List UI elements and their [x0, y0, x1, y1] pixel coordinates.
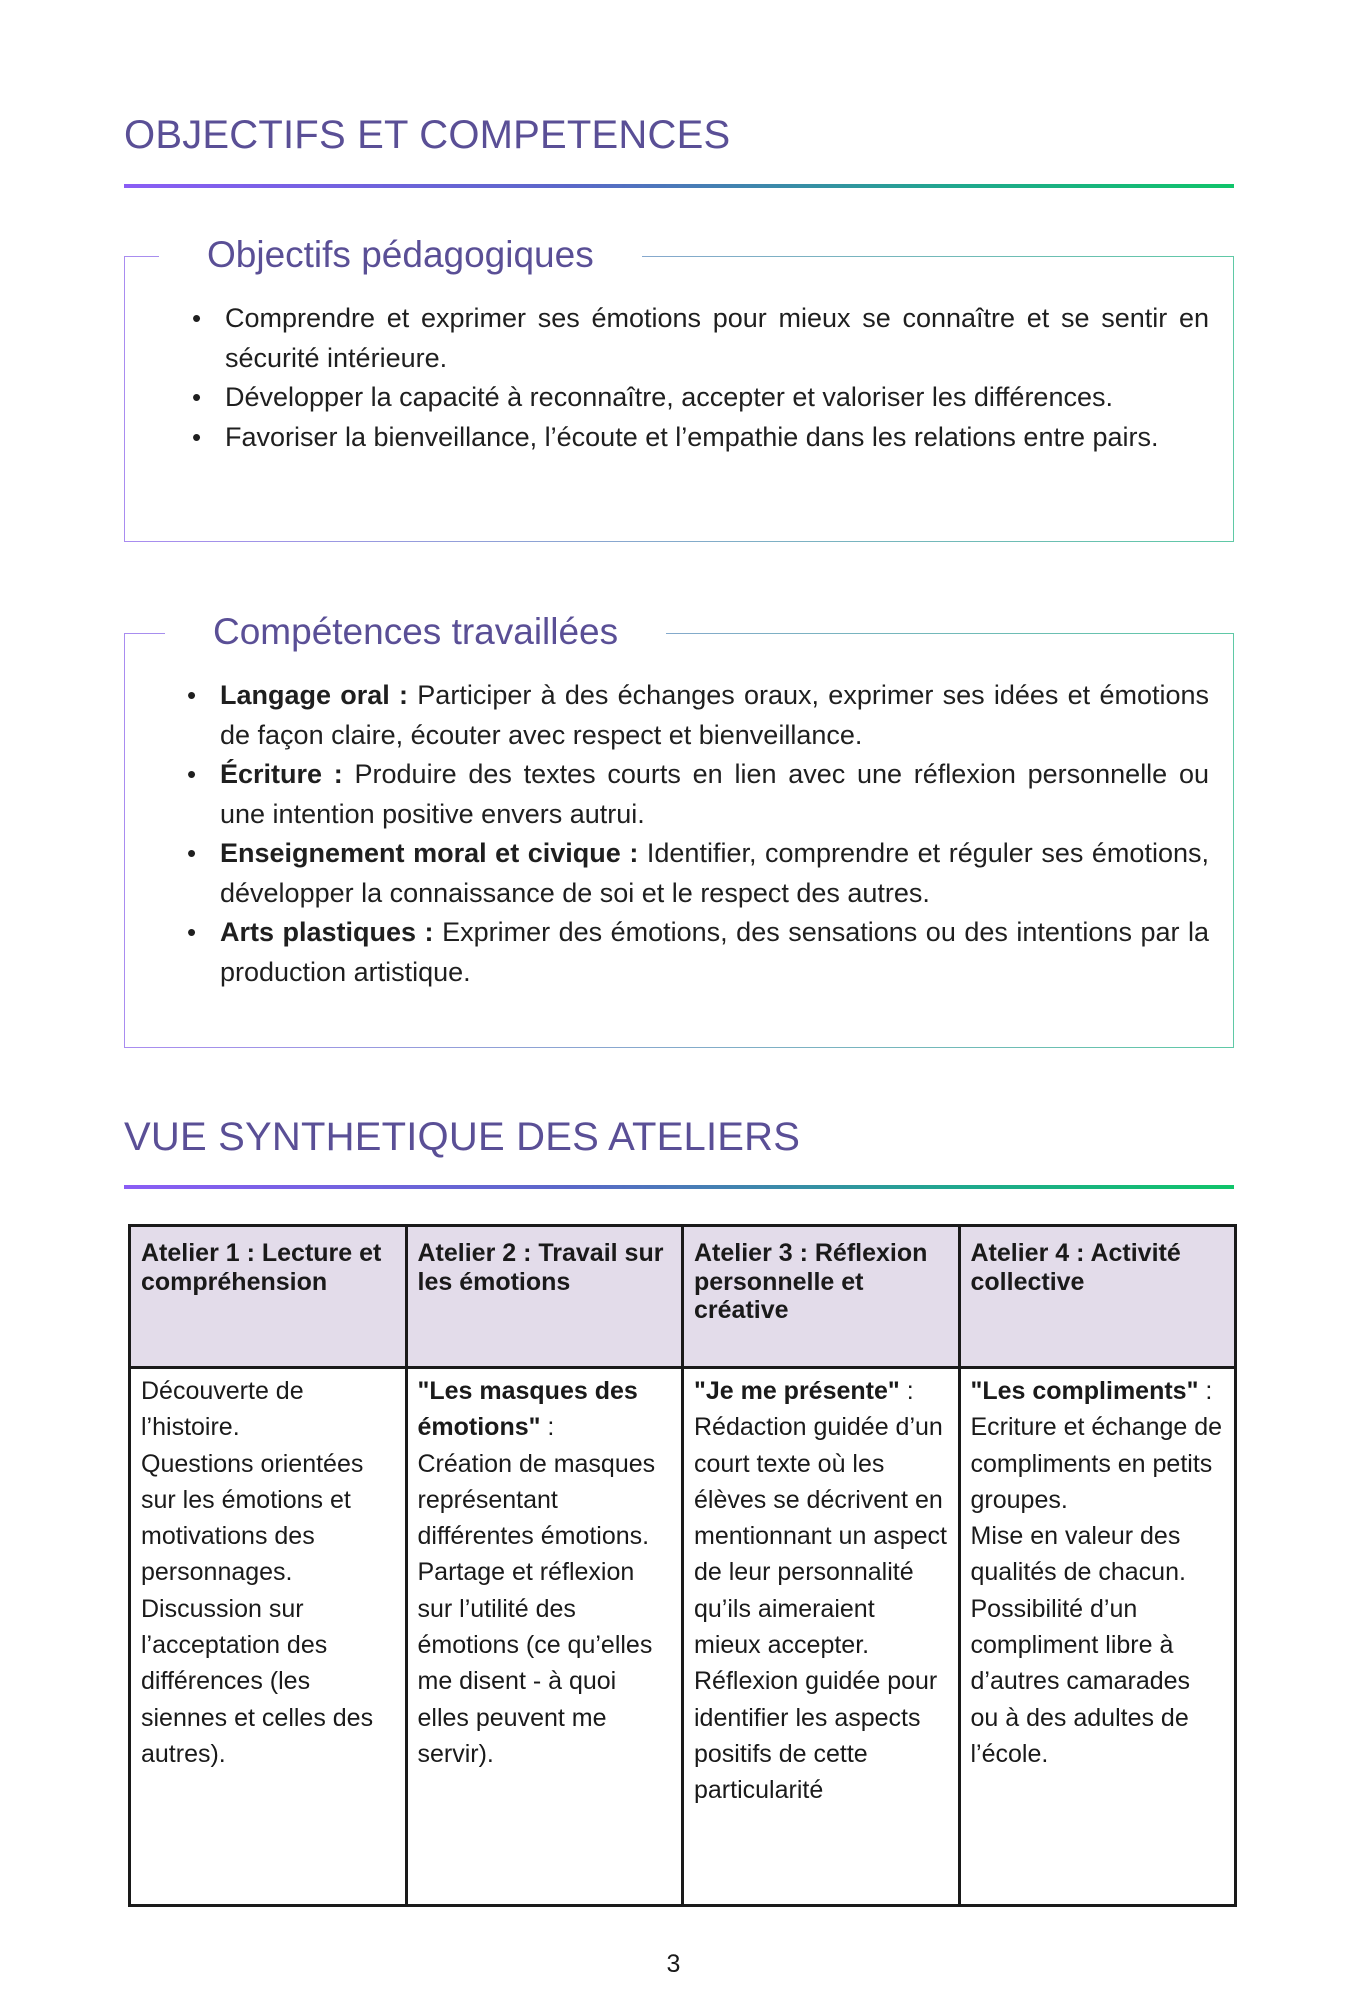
objectifs-box-title: Objectifs pédagogiques: [159, 231, 642, 279]
competences-item-langage-oral: [220, 676, 1209, 755]
objectifs-list: [225, 299, 1209, 457]
title-gradient-rule: [124, 1185, 1234, 1189]
table-header-atelier-1: Atelier 1 : Lecture et compréhension: [130, 1226, 407, 1368]
objectifs-item: • Développer la capacité à reconnaître, accepter et valoriser les différences.: [225, 378, 1209, 418]
cell-line: Ecriture et échange de compliments en petits groupes.: [970, 1413, 1223, 1514]
cell-lead-line: [971, 1373, 1225, 1409]
cell-line: Possibilité d’un compliment libre à d’autres camarades ou à des adultes de l’école.: [970, 1594, 1191, 1768]
competences-item-text: Produire des textes courts en lien avec une réflexion personnelle ou une intention positive envers autrui.: [220, 759, 1209, 829]
objectifs-item: • Favoriser la bienveillance, l’écoute et l’empathie dans les relations entre pairs.: [225, 418, 1209, 458]
cell-line: Partage et réflexion sur l’utilité des émotions (ce qu’elles me disent - à quoi elles peuvent me servir).: [417, 1558, 653, 1768]
competences-item-label: Écriture :: [220, 759, 343, 789]
cell-lead-title: "Les compliments": [970, 1377, 1199, 1405]
objectifs-box: [124, 234, 1234, 542]
competences-item-label: Enseignement moral et civique :: [220, 838, 639, 868]
cell-lead-title: "Je me présente": [694, 1377, 900, 1405]
objectifs-item: • Comprendre et exprimer ses émotions pour mieux se connaître et se sentir en sécurité intérieure.: [225, 299, 1209, 378]
ateliers-table: [128, 1224, 1237, 1907]
cell-line: Mise en valeur des qualités de chacun.: [970, 1522, 1186, 1587]
cell-lead-colon: :: [540, 1413, 555, 1442]
title-gradient-rule: [124, 184, 1234, 188]
cell-line: Réflexion guidée pour identifier les aspects positifs de cette particularité: [694, 1667, 938, 1805]
section-title-objectifs-competences: OBJECTIFS ET COMPETENCES: [124, 113, 731, 157]
table-header-atelier-2: Atelier 2 : Travail sur les émotions: [406, 1226, 683, 1368]
competences-box: [124, 611, 1234, 1048]
table-cell-atelier-2: [406, 1368, 683, 1906]
section-title-vue-synthetique: VUE SYNTHETIQUE DES ATELIERS: [124, 1115, 801, 1159]
competences-item-emc: [220, 834, 1209, 913]
cell-line: Découverte de l’histoire.: [141, 1377, 304, 1442]
competences-item-arts-plastiques: [220, 913, 1209, 992]
cell-line: Création de masques représentant différentes émotions.: [417, 1449, 656, 1551]
cell-lead-line: [418, 1373, 672, 1446]
competences-item-text: Participer à des échanges oraux, exprimer ses idées et émotions de façon claire, écouter avec respect et bienveillance.: [220, 680, 1209, 750]
competences-item-label: Langage oral :: [220, 680, 409, 710]
competences-list: [220, 676, 1209, 992]
cell-line: Rédaction guidée d’un court texte où les élèves se décrivent en mentionnant un aspect de leur personnalité qu’ils aimeraient mieux accepter.: [694, 1413, 947, 1660]
cell-line: Discussion sur l’acceptation des différences (les siennes et celles des autres).: [141, 1594, 374, 1768]
cell-line: Questions orientées sur les émotions et motivations des personnages.: [141, 1449, 364, 1587]
table-cell-atelier-4: [959, 1368, 1236, 1906]
table-cell-atelier-1: [130, 1368, 407, 1906]
competences-item-ecriture: [220, 755, 1209, 834]
table-header-atelier-4: Atelier 4 : Activité collective: [959, 1226, 1236, 1368]
table-header-row: [130, 1226, 1236, 1368]
table-header-atelier-3: Atelier 3 : Réflexion personnelle et créative: [683, 1226, 960, 1368]
competences-item-label: Arts plastiques :: [220, 917, 434, 947]
cell-lead-colon: :: [899, 1377, 914, 1405]
cell-lead-line: [694, 1373, 948, 1409]
table-row: [130, 1368, 1236, 1906]
cell-lead-title: "Les masques des émotions": [417, 1377, 638, 1442]
competences-box-title: Compétences travaillées: [165, 608, 666, 656]
cell-lead-colon: :: [1198, 1377, 1213, 1405]
table-cell-atelier-3: [683, 1368, 960, 1906]
page-number: 3: [666, 1950, 681, 1978]
competences-item-text: Identifier, comprendre et réguler ses émotions, développer la connaissance de soi et le respect des autres.: [220, 838, 1209, 908]
competences-item-text: Exprimer des émotions, des sensations ou des intentions par la production artistique.: [220, 917, 1210, 987]
